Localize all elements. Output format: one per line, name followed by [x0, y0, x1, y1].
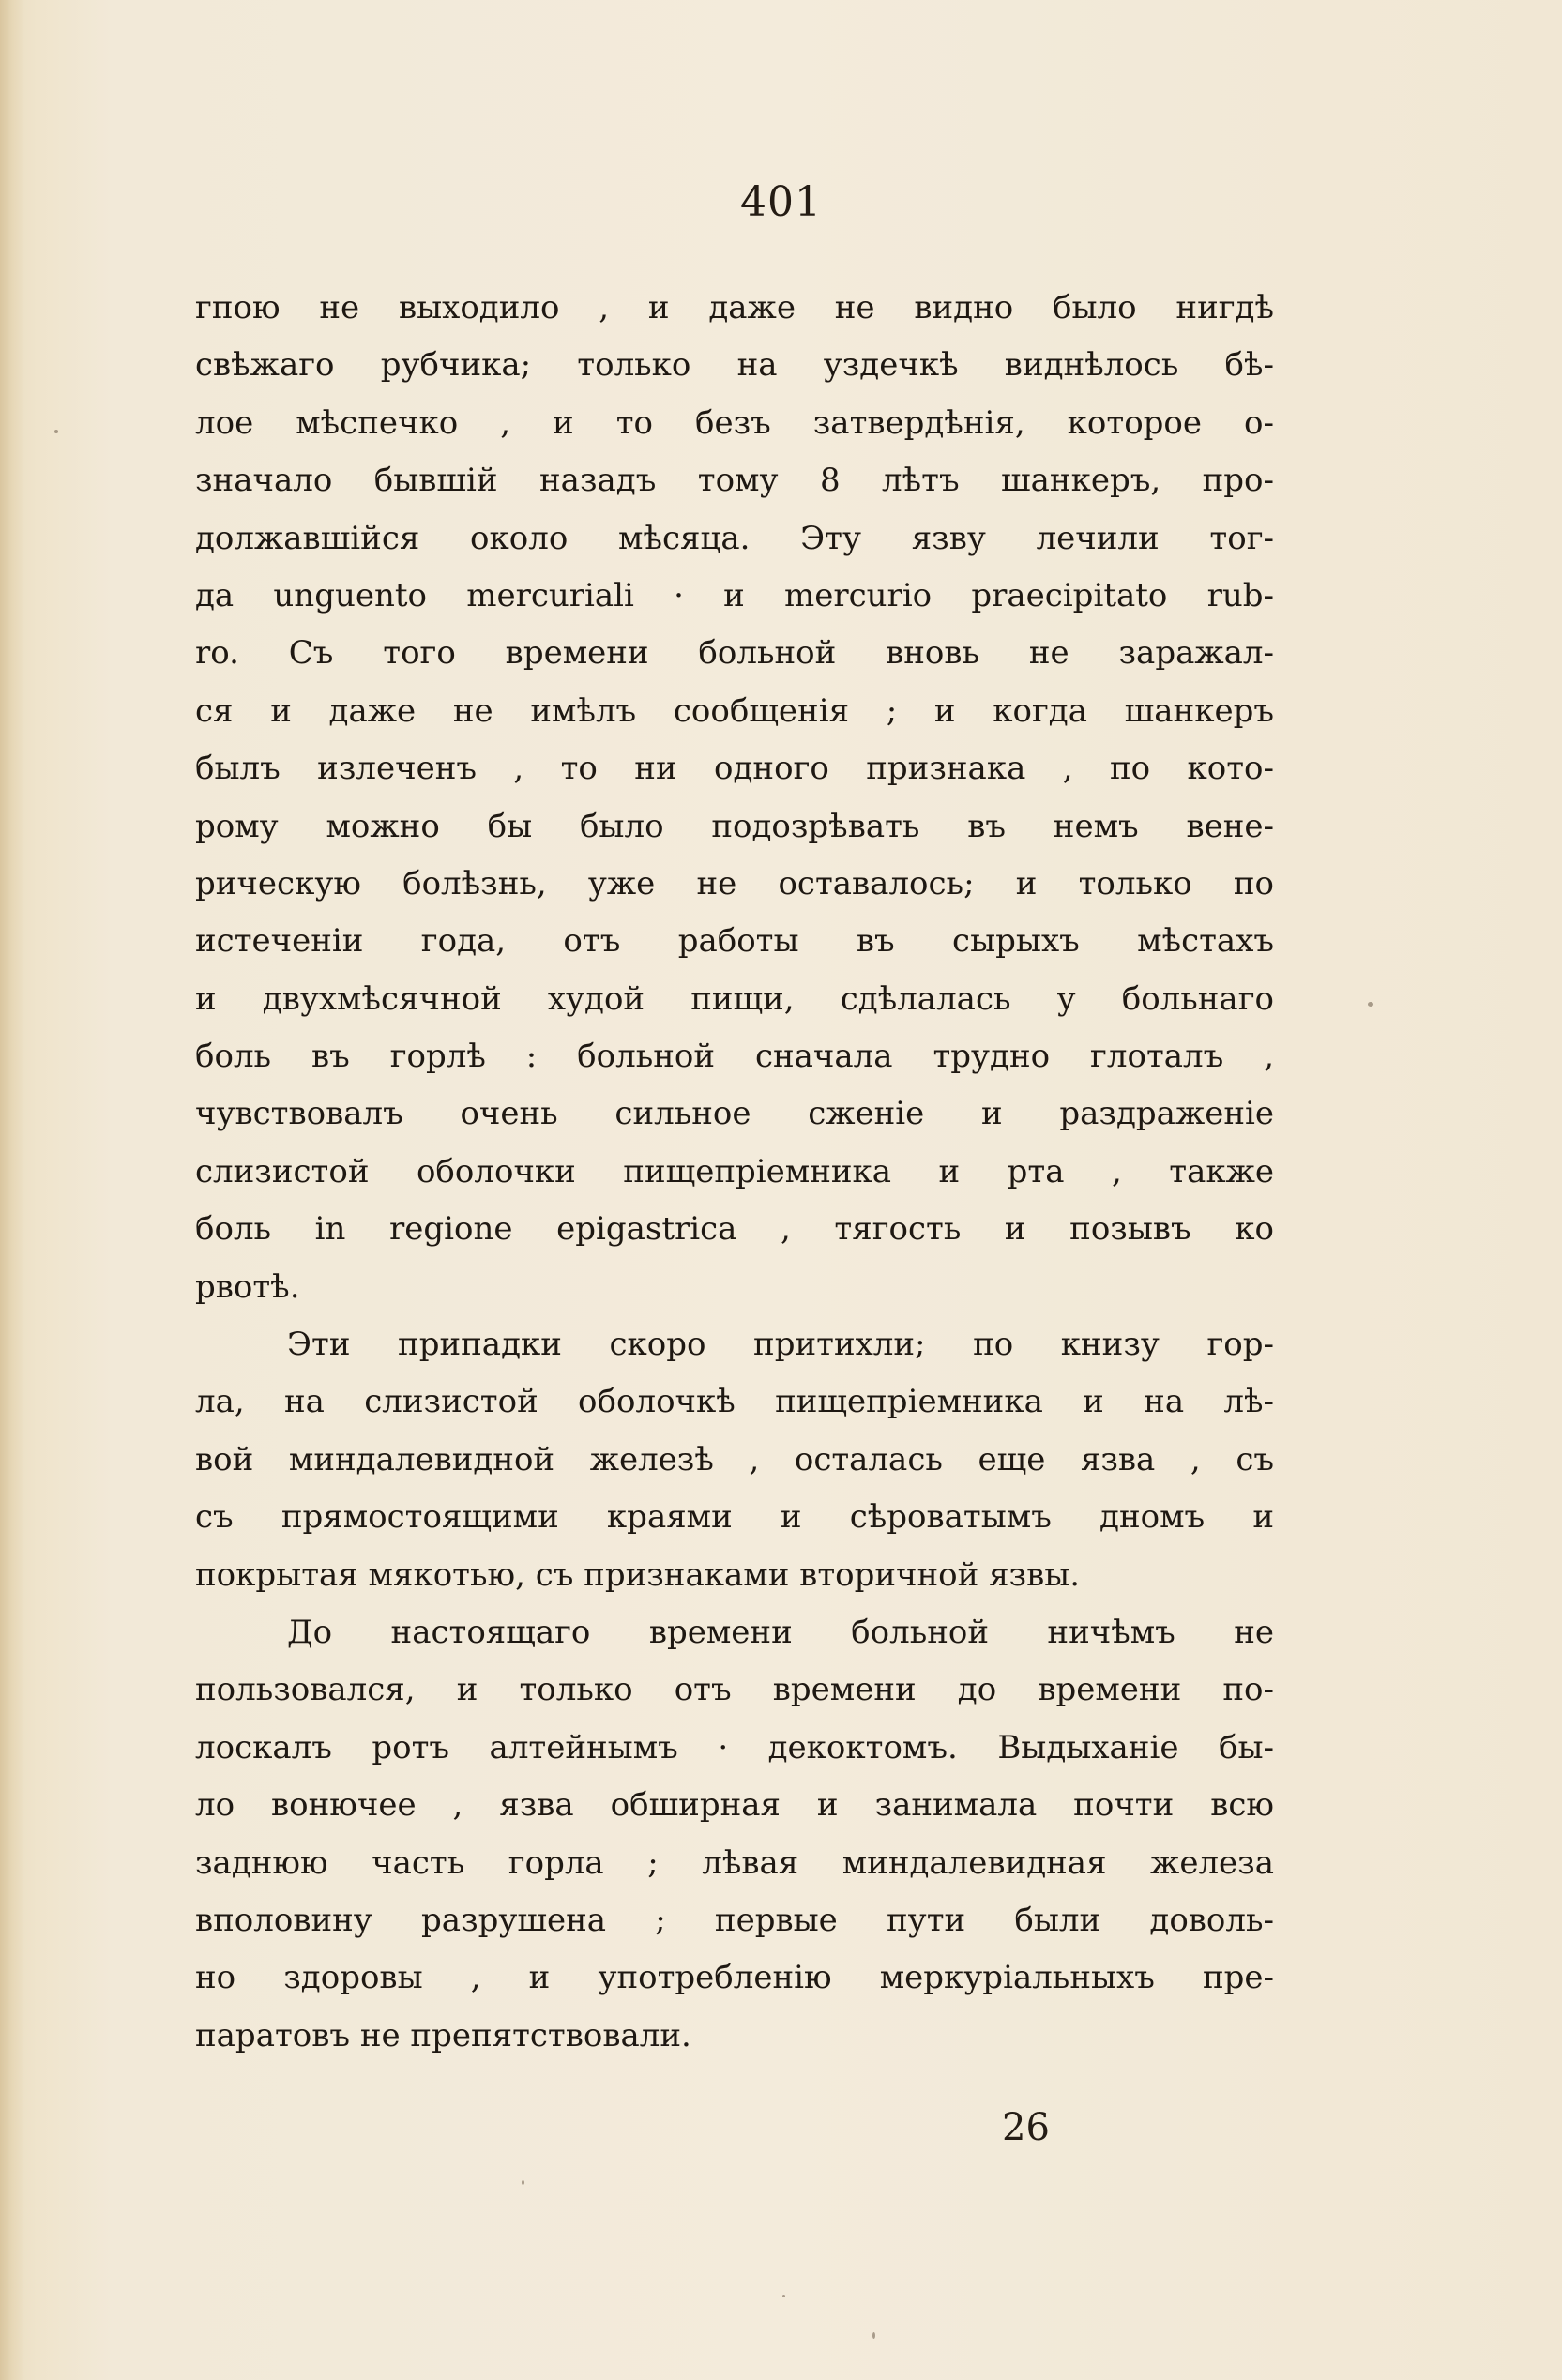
paper-speck: [522, 2180, 524, 2185]
text-line: и двухмѣсячной худой пищи, сдѣлалась у больнаго: [195, 979, 1274, 1018]
text-line: ся и даже не имѣлъ сообщенія ; и когда шанкеръ: [195, 691, 1274, 730]
signature-mark: 26: [1002, 2106, 1050, 2149]
text-line: должавшійся около мѣсяца. Эту язву лечили тог-: [195, 519, 1274, 557]
text-line: да unguento mercuriali · и mercurio praecipitato rub-: [195, 576, 1274, 614]
text-line: лоскалъ ротъ алтейнымъ · декоктомъ. Выдыханіе бы-: [195, 1728, 1274, 1766]
page-gutter-shadow: [0, 0, 24, 2380]
text-line: До настоящаго времени больной ничѣмъ не: [287, 1613, 1274, 1651]
text-line: пользовался, и только отъ времени до времени по-: [195, 1671, 1274, 1709]
text-line: боль in regione epigastrica , тягость и позывъ ко: [195, 1210, 1274, 1249]
text-line: вполовину разрушена ; первые пути были доволь‑: [195, 1901, 1274, 1939]
text-line: истеченіи года, отъ работы въ сырыхъ мѣстахъ: [195, 922, 1274, 961]
text-line: чувствовалъ очень сильное сженіе и раздраженіе: [195, 1095, 1274, 1133]
paper-speck: [54, 430, 58, 433]
text-line: заднюю часть горла ; лѣвая миндалевидная железа: [195, 1843, 1274, 1882]
text-line: ro. Съ того времени больной вновь не заражал-: [195, 634, 1274, 673]
text-line: съ прямостоящими краями и сѣроватымъ дномъ и: [195, 1498, 1274, 1537]
text-line: рому можно бы было подозрѣвать въ немъ вене-: [195, 807, 1274, 845]
text-line: былъ излеченъ , то ни одного признака , по кото-: [195, 750, 1274, 788]
text-line: ло вонючее , язва обширная и занимала почти всю: [195, 1786, 1274, 1825]
text-line: свѣжаго рубчика; только на уздечкѣ виднѣлось бѣ-: [195, 346, 1274, 385]
paper-speck: [782, 2295, 785, 2297]
text-line: боль въ горлѣ : больной сначала трудно глоталъ ,: [195, 1038, 1274, 1076]
text-line: рвотѣ.: [195, 1267, 300, 1306]
page-number: 401: [740, 178, 822, 226]
text-line: Эти припадки скоро притихли; по книзу гор-: [287, 1326, 1274, 1364]
text-line: рическую болѣзнь, уже не оставалось; и только по: [195, 864, 1274, 902]
text-line: слизистой оболочки пищепріемника и рта , также: [195, 1152, 1274, 1190]
paper-speck: [872, 2332, 875, 2339]
text-line: покрытая мякотью, съ признаками вторичной язвы.: [195, 1555, 1081, 1594]
body-text: [195, 280, 1274, 2065]
text-line: значало бывшій назадъ тому 8 лѣтъ шанкеръ, про-: [195, 462, 1274, 500]
text-line: гпою не выходило , и даже не видно было нигдѣ: [195, 289, 1274, 326]
text-line: ла, на слизистой оболочкѣ пищепріемника и на лѣ-: [195, 1383, 1274, 1421]
text-line: но здоровы , и употребленію меркуріальныхъ пре-: [195, 1959, 1274, 1997]
text-line: вой миндалевидной железѣ , осталась еще язва , съ: [195, 1440, 1274, 1478]
paper-speck: [1368, 1002, 1373, 1007]
text-line: паратовъ не препятствовали.: [195, 2016, 691, 2054]
text-line: лое мѣспечко , и то безъ затвердѣнія, которое о-: [195, 403, 1274, 442]
